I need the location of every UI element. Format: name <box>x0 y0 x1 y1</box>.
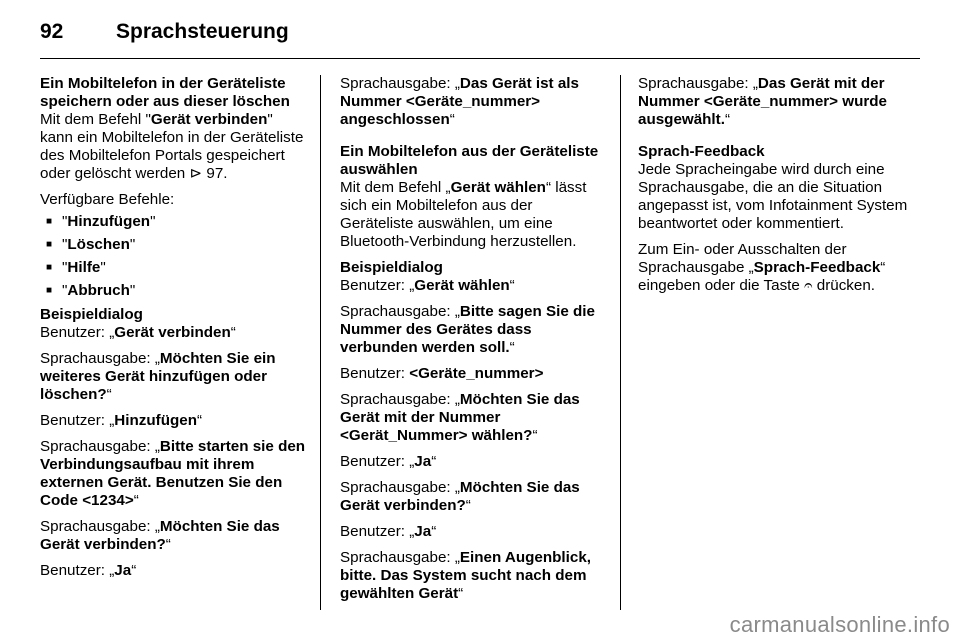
quote: “ <box>509 277 515 294</box>
command-text: Hilfe <box>67 259 101 276</box>
dialog-text: Möchten Sie ein weiteres Gerät hinzufügen oder löschen? <box>40 350 276 403</box>
command-text: Abbruch <box>67 282 130 299</box>
command-text: Löschen <box>67 236 130 253</box>
dialog-line <box>340 303 608 357</box>
dialog-line <box>340 277 608 295</box>
speaker-label: Sprachausgabe: „ <box>340 391 460 408</box>
section-heading: Ein Mobiltelefon in der Geräteliste speichern oder aus dieser löschen <box>40 75 290 110</box>
dialog-text: Ja <box>114 562 132 579</box>
command-text: Hinzufügen <box>67 213 151 230</box>
quote: “ <box>724 111 730 128</box>
dialog-line <box>340 453 608 471</box>
dialog-line <box>40 562 306 580</box>
quote: “ <box>131 562 137 579</box>
section-heading: Sprach-Feedback <box>638 143 765 160</box>
column-3 <box>638 75 908 303</box>
speaker-label: Sprachausgabe: „ <box>40 438 160 455</box>
quote: “ <box>465 497 471 514</box>
speaker-label: Benutzer: „ <box>40 324 115 341</box>
paragraph <box>340 179 608 251</box>
command-text: Gerät verbinden <box>150 111 268 128</box>
speaker-label: Benutzer: „ <box>340 277 415 294</box>
section-heading: Ein Mobiltelefon aus der Geräteliste auswählen <box>340 143 599 178</box>
quote: “ <box>133 492 139 509</box>
dialog-text: Gerät verbinden <box>114 324 231 341</box>
speaker-label: Benutzer: „ <box>340 453 415 470</box>
dialog-text: Bitte sagen Sie die Nummer des Gerätes dass verbunden werden soll. <box>340 303 595 356</box>
quote: “ <box>458 585 464 602</box>
text: " kann ein Mobiltelefon in der Geräteliste des Mobiltelefon Portals gespeichert oder gelöscht werden <box>40 111 304 182</box>
dialog-line <box>40 350 306 404</box>
dialog-line <box>40 412 306 430</box>
dialog-text: Das Gerät mit der Nummer <Geräte_nummer> wurde ausgewählt. <box>638 75 887 128</box>
quote: “ <box>230 324 236 341</box>
speaker-label: Sprachausgabe: „ <box>340 479 460 496</box>
command-list <box>40 213 306 300</box>
dialog-line <box>340 365 608 383</box>
command-text: Gerät wählen <box>450 179 546 196</box>
dialog-text: Hinzufügen <box>114 412 197 429</box>
speaker-label: Sprachausgabe: „ <box>340 549 460 566</box>
paragraph <box>40 111 306 183</box>
dialog-line <box>40 518 306 554</box>
dialog-text: Gerät wählen <box>414 277 510 294</box>
page-title: Sprachsteuerung <box>116 20 289 43</box>
text: Mit dem Befehl „ <box>340 179 451 196</box>
quote: “ <box>106 386 112 403</box>
text: “ eingeben oder die Taste <box>638 259 886 294</box>
dialog-text: Bitte starten sie den Verbindungsaufbau mit ihrem externen Gerät. Benutzen Sie den Code <1234> <box>40 438 306 509</box>
list-item: ■ "Löschen" <box>46 236 306 254</box>
section-heading: Beispieldialog <box>40 306 143 323</box>
speaker-label: Sprachausgabe: „ <box>340 303 460 320</box>
text: Mit dem Befehl " <box>40 111 151 128</box>
text: “ lässt sich ein Mobiltelefon aus der Geräteliste auswählen, um eine Bluetooth-Verbindung herzustellen. <box>340 179 587 250</box>
speaker-label: Benutzer: „ <box>40 412 115 429</box>
quote: “ <box>509 339 515 356</box>
list-item: ■ "Hilfe" <box>46 259 306 277</box>
dialog-line <box>638 75 908 129</box>
quote: “ <box>196 412 203 429</box>
column-1 <box>40 75 306 588</box>
column-divider <box>620 75 621 610</box>
column-divider <box>320 75 321 610</box>
speaker-label: Sprachausgabe: „ <box>340 75 460 92</box>
text: Zum Ein- oder Ausschalten der Sprachausgabe „ <box>638 241 847 276</box>
page-header <box>40 20 920 60</box>
dialog-line <box>40 438 306 510</box>
dialog-line <box>340 391 608 445</box>
text: 97. <box>202 165 228 182</box>
watermark: carmanualsonline.info <box>729 612 950 637</box>
dialog-line <box>340 523 608 541</box>
dialog-text: <Geräte_nummer> <box>409 365 544 382</box>
paragraph <box>638 241 908 295</box>
section-heading: Beispieldialog <box>340 259 443 276</box>
page-number: 92 <box>40 20 64 43</box>
column-2 <box>340 75 608 611</box>
dialog-line <box>340 479 608 515</box>
paragraph: Verfügbare Befehle: <box>40 191 175 208</box>
text: drücken. <box>812 277 876 294</box>
header-rule <box>40 58 920 59</box>
dialog-text: Möchten Sie das Gerät verbinden? <box>40 518 280 553</box>
dialog-text: Einen Augenblick, bitte. Das System sucht nach dem gewählten Gerät <box>340 549 591 602</box>
quote: “ <box>431 523 437 540</box>
quote: “ <box>532 427 538 444</box>
speaker-label: Sprachausgabe: „ <box>638 75 758 92</box>
quote: “ <box>449 111 455 128</box>
list-item: ■ "Hinzufügen" <box>46 213 306 231</box>
quote: “ <box>431 453 437 470</box>
dialog-text: Möchten Sie das Gerät verbinden? <box>340 479 580 514</box>
dialog-text: Möchten Sie das Gerät mit der Nummer <Gerät_Nummer> wählen? <box>340 391 580 444</box>
dialog-text: Ja <box>414 453 432 470</box>
speaker-label: Benutzer: <box>340 365 410 382</box>
command-text: Sprach-Feedback <box>753 259 881 276</box>
dialog-line <box>340 75 608 129</box>
dialog-text: Ja <box>414 523 432 540</box>
list-item: ■ "Abbruch" <box>46 282 306 300</box>
quote: “ <box>165 536 171 553</box>
voice-button-icon: 𝄐 <box>804 277 813 294</box>
paragraph: Jede Spracheingabe wird durch eine Sprachausgabe, die an die Situation angepasst ist, vom Infotainment System beantwortet oder kommentiert. <box>638 161 908 232</box>
speaker-label: Benutzer: „ <box>40 562 115 579</box>
page-reference-icon: ⊳ <box>189 165 203 182</box>
speaker-label: Benutzer: „ <box>340 523 415 540</box>
speaker-label: Sprachausgabe: „ <box>40 350 160 367</box>
dialog-text: Das Gerät ist als Nummer <Geräte_nummer> angeschlossen <box>340 75 579 128</box>
dialog-line <box>40 324 306 342</box>
dialog-line <box>340 549 608 603</box>
speaker-label: Sprachausgabe: „ <box>40 518 160 535</box>
